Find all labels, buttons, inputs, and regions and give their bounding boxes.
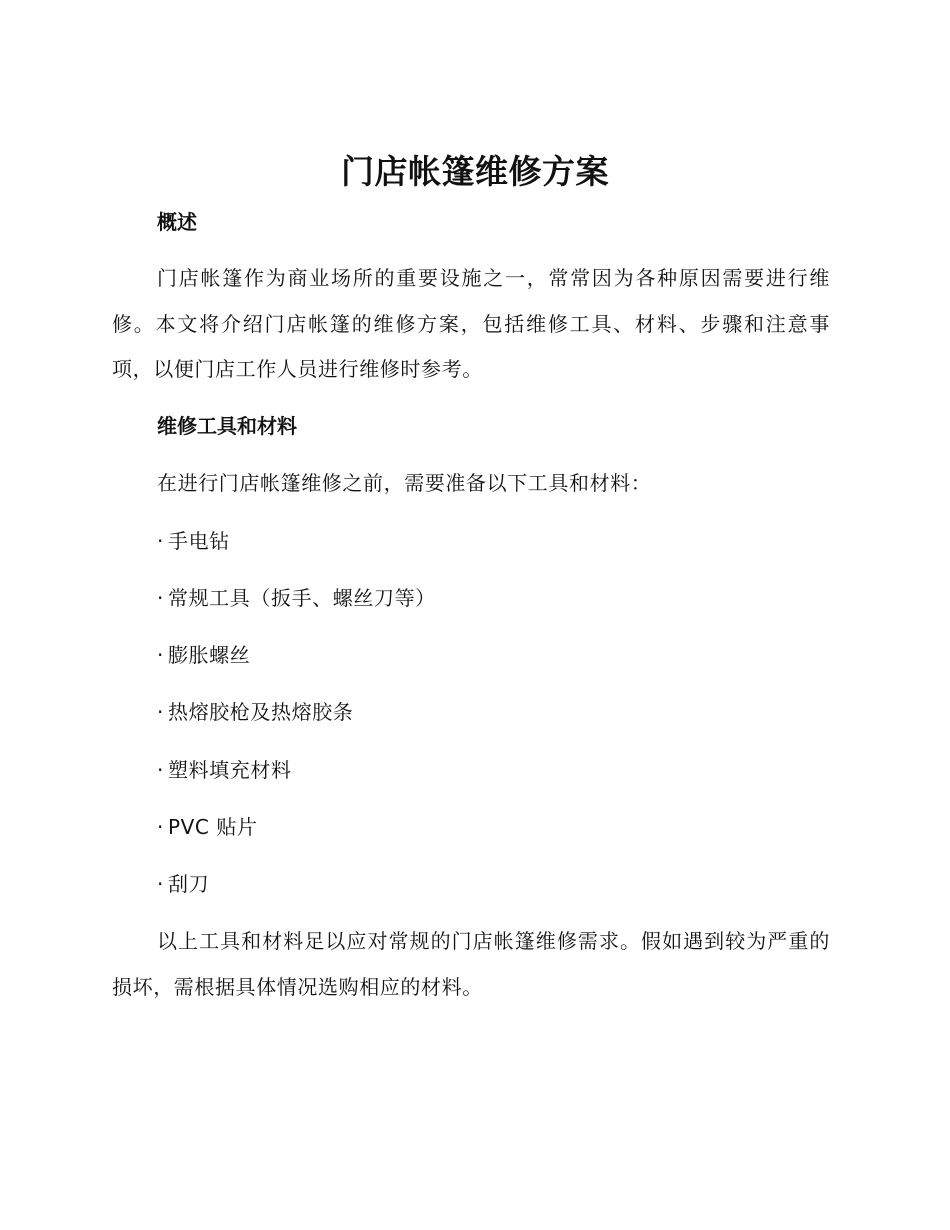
list-item-text: 膨胀螺丝 bbox=[167, 643, 251, 667]
list-item bbox=[157, 756, 292, 784]
section-heading-overview: 概述 bbox=[157, 210, 197, 234]
bullet-icon: · bbox=[157, 758, 164, 782]
list-item-text: 常规工具（扳手、螺丝刀等） bbox=[167, 586, 436, 610]
section-heading-tools-materials: 维修工具和材料 bbox=[157, 414, 297, 438]
tools-intro-paragraph: 在进行门店帐篷维修之前，需要准备以下工具和材料： bbox=[157, 471, 652, 495]
list-item-text: 热熔胶枪及热熔胶条 bbox=[167, 700, 354, 724]
bullet-icon: · bbox=[157, 700, 164, 724]
list-item-text: PVC 贴片 bbox=[167, 815, 258, 839]
list-item bbox=[157, 698, 353, 726]
bullet-icon: · bbox=[157, 529, 164, 553]
tools-conclusion-paragraph: 以上工具和材料足以应对常规的门店帐篷维修需求。假如遇到较为严重的损坏，需根据具体情况选购相应的材料。 bbox=[112, 929, 830, 999]
bullet-icon: · bbox=[157, 815, 164, 839]
list-item bbox=[157, 527, 230, 555]
list-item-text: 手电钻 bbox=[167, 529, 230, 553]
document-title: 门店帐篷维修方案 bbox=[341, 152, 609, 191]
list-item-text: 刮刀 bbox=[167, 872, 210, 896]
bullet-icon: · bbox=[157, 643, 164, 667]
list-item bbox=[157, 641, 250, 669]
bullet-icon: · bbox=[157, 586, 164, 610]
list-item bbox=[157, 813, 258, 841]
bullet-icon: · bbox=[157, 872, 164, 896]
list-item bbox=[157, 584, 436, 612]
list-item bbox=[157, 870, 209, 898]
overview-paragraph: 门店帐篷作为商业场所的重要设施之一，常常因为各种原因需要进行维修。本文将介绍门店帐篷的维修方案，包括维修工具、材料、步骤和注意事项，以便门店工作人员进行维修时参考。 bbox=[112, 266, 830, 381]
list-item-text: 塑料填充材料 bbox=[167, 758, 292, 782]
